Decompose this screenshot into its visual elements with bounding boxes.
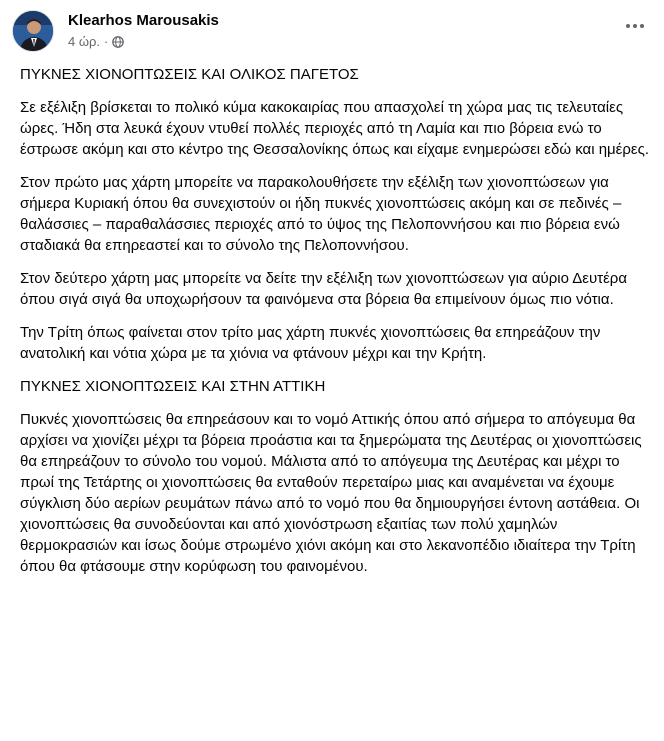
- post-paragraph: Την Τρίτη όπως φαίνεται στον τρίτο μας χάρτη πυκνές χιονοπτώσεις θα επηρεάζουν την ανατολική και νότια χώρα με τα χιόνια να φτάνουν μέχρι και την Κρήτη.: [20, 324, 601, 362]
- avatar-image: [13, 11, 54, 52]
- post-heading: ΠΥΚΝΕΣ ΧΙΟΝΟΠΤΩΣΕΙΣ ΚΑΙ ΟΛΙΚΟΣ ΠΑΓΕΤΟΣ: [20, 66, 359, 83]
- post-paragraph: Στον πρώτο μας χάρτη μπορείτε να παρακολουθήσετε την εξέλιξη των χιονοπτώσεων για σήμερα Κυριακή όπου θα συνεχιστούν οι ήδη πυκνές χιονοπτώσεις ακόμη και σε πεδινές – θαλάσσιες – παραθαλάσσιες περιοχές από το ύψος της Πελοποννήσου και πιο βόρεια ενώ σταδιακά θα επηρεαστεί και το σύνολο της Πελοποννήσου.: [20, 174, 622, 254]
- post-paragraph: Στον δεύτερο χάρτη μας μπορείτε να δείτε την εξέλιξη των χιονοπτώσεων για αύριο Δευτέρα όπου σιγά σιγά θα υποχωρήσουν τα φαινόμενα στα βόρεια θα επιμείνουν όμως πιο νότια.: [20, 270, 627, 308]
- post-paragraph: Σε εξέλιξη βρίσκεται το πολικό κύμα κακοκαιρίας που απασχολεί τη χώρα μας τις τελευταίες ώρες. Ήδη στα λευκά έχουν ντυθεί πολλές περιοχές από τη Λαμία και πιο βόρεια ενώ το έστρωσε ακόμη και στο κέντρο της Θεσσαλονίκης όπως και είχαμε ενημερώσει εδώ και ημέρες.: [20, 99, 649, 158]
- post-heading: ΠΥΚΝΕΣ ΧΙΟΝΟΠΤΩΣΕΙΣ ΚΑΙ ΣΤΗΝ ΑΤΤΙΚΗ: [20, 378, 326, 395]
- more-dot-icon: [626, 24, 630, 28]
- avatar[interactable]: [12, 10, 54, 52]
- meta-separator: ·: [104, 34, 109, 49]
- more-dot-icon: [633, 24, 637, 28]
- post-paragraph: Πυκνές χιονοπτώσεις θα επηρεάσουν και το νομό Αττικής όπου από σήμερα το απόγευμα θα αρχίσει να χιονίζει μέχρι τα βόρεια προάστια και τα ξημερώματα της Δευτέρας οι χιονοπτώσεις θα επηρεάζουν το σύνολο του νομού. Μάλιστα από το απόγευμα της Δευτέρας και μέχρι το πρωί της Τετάρτης οι χιονοπτώσεις θα ενταθούν περεταίρω μιας και αναμένεται να έχουμε σύγκλιση δύο αερίων ρευμάτων πάνω από το νομό που θα δημιουργήσει έντονη αστάθεια. Οι χιονοπτώσεις θα συνοδεύονται και από χιονόστρωση εξαιτίας των πολύ χαμηλών θερμοκρασιών και ίσως δούμε στρωμένο χιόνι ακόμη και στο λεκανοπέδιο ιδιαίτερα την Τρίτη όπου θα φτάσουμε στην κορύφωση του φαινομένου.: [20, 411, 642, 575]
- more-options-button[interactable]: [620, 14, 650, 38]
- post-meta: [68, 34, 124, 50]
- post-header: [12, 10, 652, 56]
- post-text: [20, 64, 650, 589]
- author-name[interactable]: Klearhos Marousakis: [68, 12, 219, 29]
- globe-icon: [112, 36, 124, 48]
- more-dot-icon: [640, 24, 644, 28]
- post-timestamp[interactable]: 4 ώρ.: [68, 34, 100, 49]
